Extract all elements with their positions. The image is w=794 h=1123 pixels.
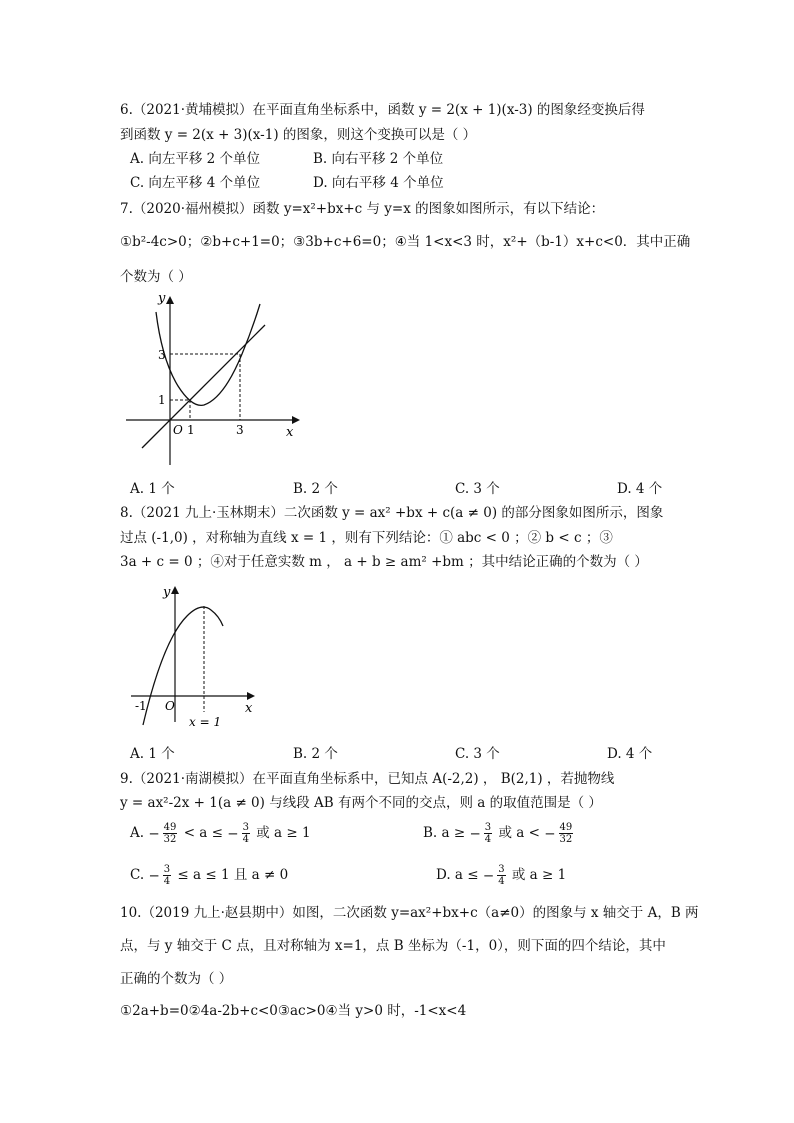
q8-option-a: A. 1 个 [130,746,175,762]
q9-line1: 9.（2021·南湖模拟）在平面直角坐标系中，已知点 A(-2,2) ， B(2,1) ，若抛物线 [120,771,615,787]
q8-y-label: y [163,585,171,600]
q7-parabola [156,304,260,405]
q10-line3: 正确的个数为（ ） [120,971,233,987]
q9-c-frac1: $\frac{3}{4}$ [163,864,171,887]
q8-option-c: C. 3 个 [455,746,500,762]
q8-line1: 8.（2021 九上·玉林期末）二次函数 y = ax² +bx + c(a ≠ 0) 的部分图象如图所示，图象 [120,505,664,521]
q9-b-frac1: $\frac{3}{4}$ [484,822,492,845]
q7-y-tick-1: 1 [158,393,166,407]
q7-y-label: y [158,291,166,306]
q9-b-frac2: $\frac{49}{32}$ [559,822,573,845]
q10-line4: ①2a+b=0②4a-2b+c<0③ac>0④当 y>0 时，-1<x<4 [120,1003,467,1019]
q9-a-label: A. [130,825,145,841]
q8-line3: 3a + c = 0 ；④对于任意实数 m ， a + b ≥ am² +bm ；其中结论正确的个数为（ ） [120,554,648,570]
q9-a-mid: < a ≤ [183,825,223,841]
q8-option-b: B. 2 个 [293,746,338,762]
q9-option-a: A. − $\frac{49}{32}$ < a ≤ − $\frac{3}{4}$ 或 a ≥ 1 [130,822,311,845]
q7-option-b: B. 2 个 [293,481,338,497]
q9-b-mid: 或 a < [498,825,540,841]
q6-option-a: A. 向左平移 2 个单位 [130,151,261,167]
q9-line2: y = ax²-2x + 1(a ≠ 0) 与线段 AB 有两个不同的交点，则 a 的取值范围是（ ） [120,795,602,811]
q7-x-tick-1: 1 [187,423,195,437]
q7-line2: ①b²-4c>0；②b+c+1=0；③3b+c+6=0；④当 1<x<3 时，x²+（b-1）x+c<0．其中正确 [120,234,691,250]
q9-c-tail: ≤ a ≤ 1 且 a ≠ 0 [177,867,289,883]
q7-origin-label: O [173,423,183,437]
q9-d-tail: 或 a ≥ 1 [511,867,567,883]
q8-line2: 过点 (-1,0) ，对称轴为直线 x = 1 ，则有下列结论：① abc < 0 ；② b < c ；③ [120,530,613,546]
q7-y-tick-3: 3 [158,348,166,362]
q9-a-frac1: $\frac{49}{32}$ [163,822,177,845]
q9-d-frac1: $\frac{3}{4}$ [498,864,505,887]
q8-option-d: D. 4 个 [607,746,653,762]
q7-line1: 7.（2020·福州模拟）函数 y=x²+bx+c 与 y=x 的图象如图所示，有以下结论： [120,201,605,217]
q7-option-d: D. 4 个 [617,481,663,497]
q9-c-label: C. [130,867,145,883]
q7-graph [120,290,310,470]
q6-option-b: B. 向右平移 2 个单位 [313,151,444,167]
q8-graph [125,580,265,730]
q6-option-c: C. 向左平移 4 个单位 [130,175,261,191]
q9-a-frac2: $\frac{3}{4}$ [242,822,249,845]
q8-origin-label: O [165,699,175,713]
q8-parabola [143,607,223,725]
q8-x-tick-minus1: -1 [135,699,147,713]
q7-option-c: C. 3 个 [455,481,500,497]
q9-a-tail: 或 a ≥ 1 [256,825,311,841]
q9-option-c: C. − $\frac{3}{4}$ ≤ a ≤ 1 且 a ≠ 0 [130,864,289,887]
q9-option-b: B. a ≥ − $\frac{3}{4}$ 或 a < − $\frac{49}{32}$ [423,822,573,845]
q9-option-d: D. a ≤ − $\frac{3}{4}$ 或 a ≥ 1 [436,864,567,887]
q7-x-tick-3: 3 [236,423,244,437]
q10-line1: 10.（2019 九上·赵县期中）如图，二次函数 y=ax²+bx+c（a≠0）的图象与 x 轴交于 A，B 两 [120,905,699,921]
q7-x-label: x [286,425,294,440]
q7-option-a: A. 1 个 [130,481,175,497]
q6-line1: 6.（2021·黄埔模拟）在平面直角坐标系中，函数 y = 2(x + 1)(x-3) 的图象经变换后得 [120,102,645,118]
q8-x-label: x [245,701,253,716]
q9-b-label: B. a ≥ [423,825,466,841]
q8-axis-label: x = 1 [189,715,222,729]
q9-d-label: D. a ≤ [436,867,479,883]
q6-option-d: D. 向右平移 4 个单位 [313,175,444,191]
q6-line2: 到函数 y = 2(x + 3)(x-1) 的图象，则这个变换可以是（ ） [120,127,477,143]
q10-line2: 点，与 y 轴交于 C 点，且对称轴为 x=1，点 B 坐标为（-1，0），则下面的四个结论，其中 [120,938,666,954]
q7-line3: 个数为（ ） [120,269,192,285]
